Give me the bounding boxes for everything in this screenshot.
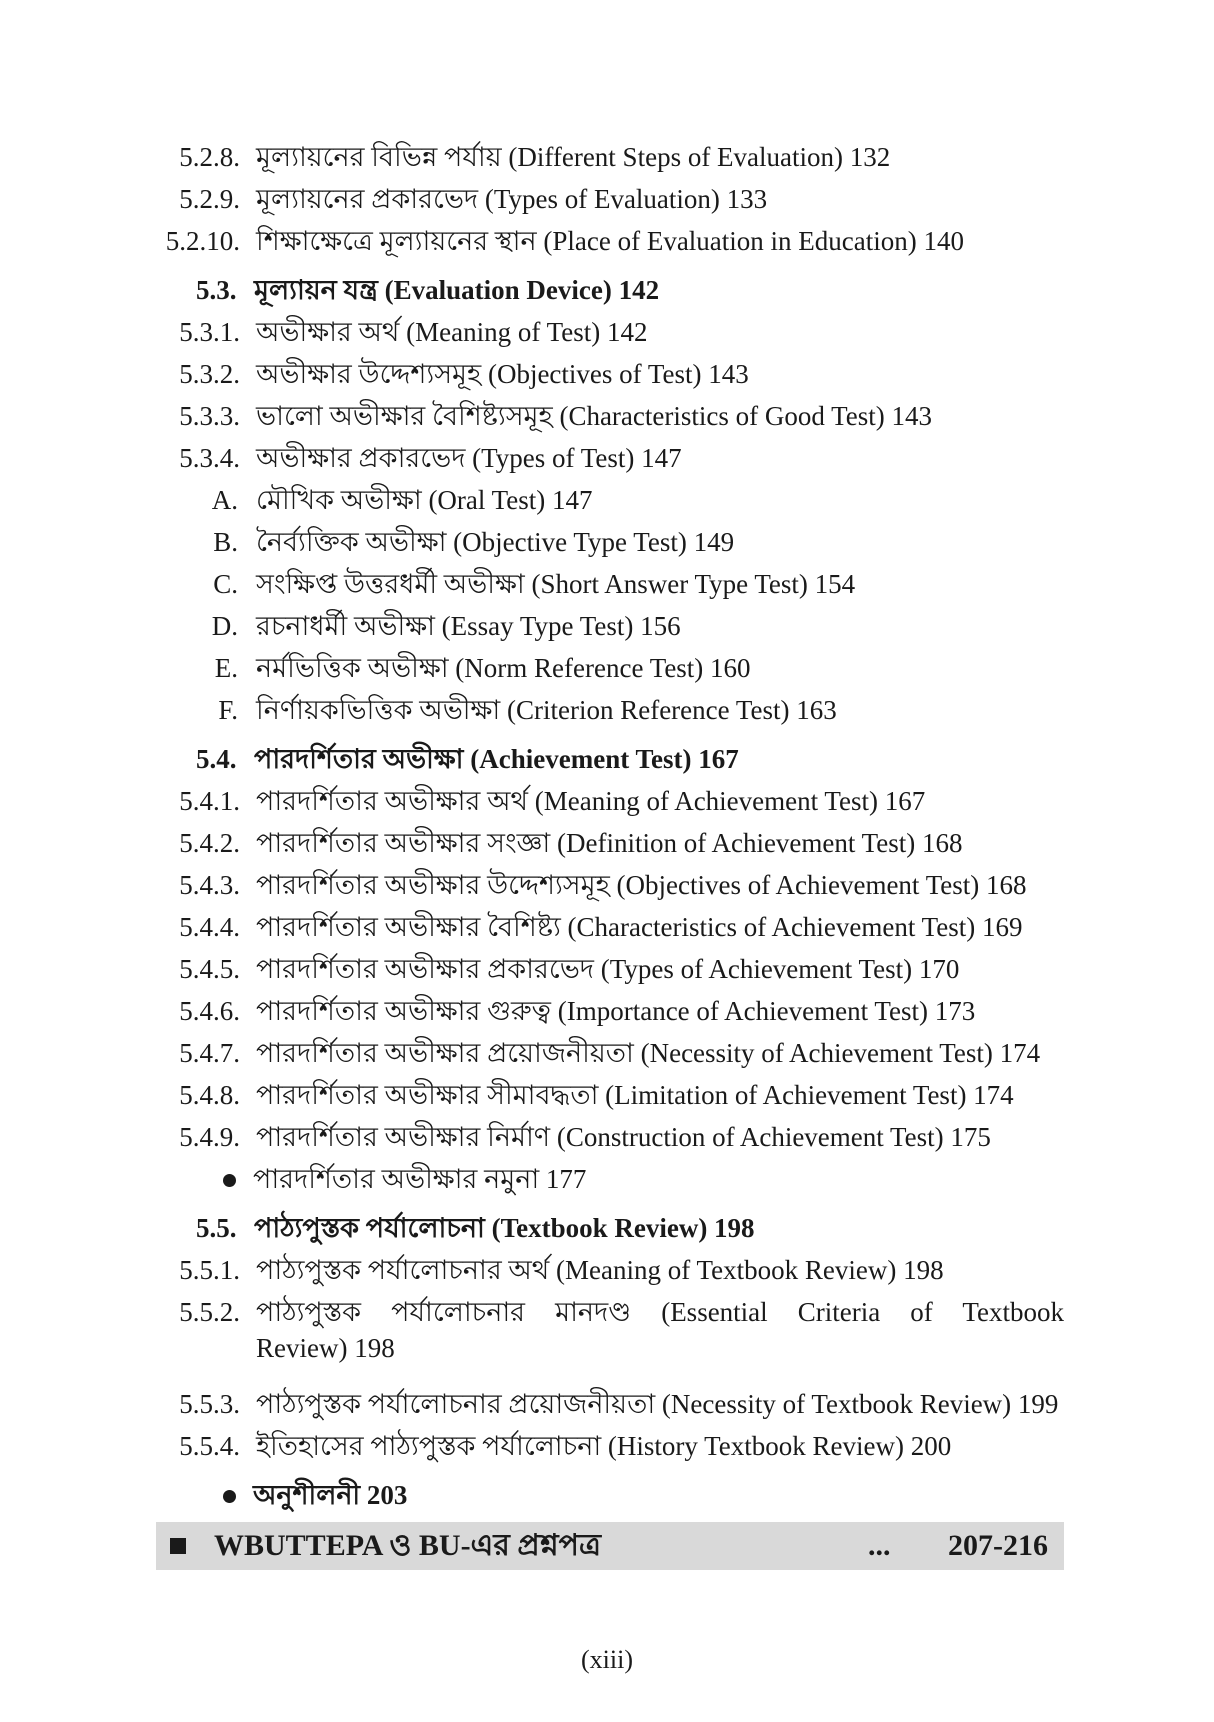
toc-entry-number: 5.2.9. [179,184,240,214]
toc-entry [0,868,1214,902]
bullet-icon [223,1174,236,1187]
toc-entry-number: 5.3.4. [179,443,240,473]
toc-section-title: মূল্যায়ন যন্ত্র (Evaluation Device) 142 [254,275,660,305]
toc-entry-text: পারদর্শিতার অভীক্ষার নমুনা 177 [253,1164,587,1194]
toc-section-number: 5.4. [196,744,237,774]
toc-entry-text: নৈর্ব্যক্তিক অভীক্ষা (Objective Type Test) 149 [256,527,735,557]
toc-entry-number: 5.4.6. [179,996,240,1026]
toc-entry-text: পারদর্শিতার অভীক্ষার সীমাবদ্ধতা (Limitation of Achievement Test) 174 [256,1080,1014,1110]
toc-entry [0,826,1214,860]
toc-entry-text: ভালো অভীক্ষার বৈশিষ্ট্যসমূহ (Characteristics of Good Test) 143 [256,401,932,431]
toc-entry-number: C. [213,569,238,599]
toc-entry-text: পারদর্শিতার অভীক্ষার প্রকারভেদ (Types of Achievement Test) 170 [256,954,960,984]
toc-section-heading [0,273,1214,307]
toc-entry [0,140,1214,174]
toc-entry-number: 5.3.2. [179,359,240,389]
toc-entry-number: 5.2.8. [179,142,240,172]
toc-entry [0,1295,1214,1371]
toc-entry-text: অভীক্ষার অর্থ (Meaning of Test) 142 [256,317,648,347]
toc-entry [0,651,1214,685]
toc-entry-number: 5.5.2. [179,1297,240,1327]
toc-entry-text-continued: Review) 198 [256,1333,395,1363]
toc-entry [0,952,1214,986]
toc-entry-number: A. [211,485,238,515]
toc-entry-number: 5.5.3. [179,1389,240,1419]
toc-entry-text: পারদর্শিতার অভীক্ষার বৈশিষ্ট্য (Characteristics of Achievement Test) 169 [256,912,1023,942]
toc-section-number: 5.3. [196,275,237,305]
toc-section-title: পাঠ্যপুস্তক পর্যালোচনা (Textbook Review) 198 [254,1213,755,1243]
toc-section-heading [0,742,1214,776]
square-bullet-icon [170,1538,186,1554]
toc-entry-number: 5.4.7. [179,1038,240,1068]
toc-entry-number: 5.4.8. [179,1080,240,1110]
banner-label: WBUTTEPA ও BU-এর প্রশ্নপত্র [214,1529,602,1562]
toc-entry-text: পাঠ্যপুস্তক পর্যালোচনার অর্থ (Meaning of Textbook Review) 198 [256,1255,944,1285]
toc-entry [0,399,1214,433]
toc-entry-text: রচনাধর্মী অভীক্ষা (Essay Type Test) 156 [256,611,681,641]
toc-entry-number: 5.3.3. [179,401,240,431]
toc-entry [0,567,1214,601]
toc-entry-text: মৌখিক অভীক্ষা (Oral Test) 147 [256,485,593,515]
toc-entry [0,609,1214,643]
toc-entry [0,1429,1214,1463]
toc-section-number: 5.5. [196,1213,237,1243]
toc-entry-number: 5.4.9. [179,1122,240,1152]
toc-entry-text: সংক্ষিপ্ত উত্তরধর্মী অভীক্ষা (Short Answer Type Test) 154 [256,569,856,599]
toc-entry-text: পারদর্শিতার অভীক্ষার প্রয়োজনীয়তা (Necessity of Achievement Test) 174 [256,1038,1041,1068]
banner-leader-dots: ... [868,1529,891,1562]
toc-entry-number: 5.2.10. [165,226,240,256]
toc-entry-number: D. [211,611,238,641]
page-number: (xiii) [581,1645,633,1674]
toc-entry [0,182,1214,216]
toc-entry-text: পারদর্শিতার অভীক্ষার নির্মাণ (Construction of Achievement Test) 175 [256,1122,991,1152]
toc-entry-number: 5.5.1. [179,1255,240,1285]
toc-entry [0,357,1214,391]
toc-entry-text: পারদর্শিতার অভীক্ষার অর্থ (Meaning of Achievement Test) 167 [256,786,926,816]
toc-entry-number: 5.4.2. [179,828,240,858]
toc-entry-number: 5.4.1. [179,786,240,816]
toc-entry [0,315,1214,349]
toc-entry-text: অভীক্ষার প্রকারভেদ (Types of Test) 147 [256,443,682,473]
toc-entry [0,525,1214,559]
toc-entry-number: F. [218,695,238,725]
toc-entry [0,784,1214,818]
toc-entry-text: শিক্ষাক্ষেত্রে মূল্যায়নের স্থান (Place of Evaluation in Education) 140 [256,226,964,256]
toc-entry-text: পারদর্শিতার অভীক্ষার সংজ্ঞা (Definition of Achievement Test) 168 [256,828,963,858]
toc-entry-text: নর্মভিত্তিক অভীক্ষা (Norm Reference Test) 160 [256,653,751,683]
toc-entry [0,693,1214,727]
toc-entry-number: 5.5.4. [179,1431,240,1461]
toc-entry [0,994,1214,1028]
toc-entry-text: পারদর্শিতার অভীক্ষার উদ্দেশ্যসমূহ (Objectives of Achievement Test) 168 [256,870,1027,900]
toc-entry-text: অভীক্ষার উদ্দেশ্যসমূহ (Objectives of Test) 143 [256,359,749,389]
toc-entry [0,1162,1214,1196]
toc-entry [0,1078,1214,1112]
toc-entry [0,483,1214,517]
toc-entry-number: 5.4.4. [179,912,240,942]
toc-entry-text: অনুশীলনী 203 [253,1480,408,1510]
toc-section-title: পারদর্শিতার অভীক্ষা (Achievement Test) 167 [254,744,739,774]
toc-entry-number: E. [214,653,238,683]
toc-entry-text: মূল্যায়নের বিভিন্ন পর্যায় (Different Steps of Evaluation) 132 [256,142,891,172]
bullet-icon [223,1490,236,1503]
toc-entry-text: নির্ণায়কভিত্তিক অভীক্ষা (Criterion Reference Test) 163 [256,695,837,725]
toc-entry-text: ইতিহাসের পাঠ্যপুস্তক পর্যালোচনা (History Textbook Review) 200 [256,1431,952,1461]
toc-entry [0,441,1214,475]
toc-entry-number: 5.3.1. [179,317,240,347]
toc-entry-text: মূল্যায়নের প্রকারভেদ (Types of Evaluation) 133 [256,184,768,214]
toc-entry-text: পাঠ্যপুস্তক পর্যালোচনার প্রয়োজনীয়তা (Necessity of Textbook Review) 199 [256,1389,1059,1419]
toc-entry-text: পাঠ্যপুস্তক পর্যালোচনার মানদণ্ড (Essential Criteria of Textbook [256,1297,1064,1327]
toc-entry-number: 5.4.5. [179,954,240,984]
toc-section-heading [0,1211,1214,1245]
toc-entry-number: 5.4.3. [179,870,240,900]
toc-entry [0,1253,1214,1287]
banner-page-range: 207-216 [948,1529,1048,1562]
toc-entry [0,1120,1214,1154]
toc-entry [0,1036,1214,1070]
toc-entry [0,224,1214,258]
toc-entry [0,1478,1214,1512]
toc-entry-number: B. [213,527,238,557]
toc-entry [0,1387,1214,1421]
question-paper-banner [156,1522,1064,1570]
toc-entry [0,910,1214,944]
toc-entry-text: পারদর্শিতার অভীক্ষার গুরুত্ব (Importance of Achievement Test) 173 [256,996,976,1026]
